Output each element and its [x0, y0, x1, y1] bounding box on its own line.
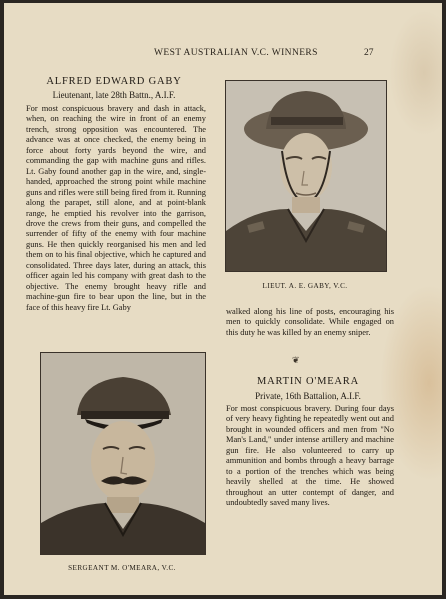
- omeara-photo-caption: SERGEANT M. O'MEARA, V.C.: [68, 564, 176, 572]
- omeara-citation: For most conspicuous bravery. During four days of very heavy fighting he repeatedly went out and brought in wounded officers and men from "No Man's Land," under intense artillery and machine gun fire. He also volunteered to carry up ammunition and bombs through a heavy barrage to a portion of the trenches which was being heavily shelled at the time. He showed throughout an utter contempt of danger, and undoubtedly saved many lives.: [226, 404, 394, 508]
- gaby-rank: Lieutenant, late 28th Battn., A.I.F.: [52, 90, 176, 100]
- omeara-portrait: [40, 352, 206, 555]
- omeara-portrait-image: [41, 353, 205, 554]
- omeara-rank: Private, 16th Battalion, A.I.F.: [255, 391, 361, 401]
- gaby-photo-caption: LIEUT. A. E. GABY, V.C.: [262, 282, 348, 290]
- gaby-portrait-image: [226, 81, 386, 271]
- omeara-name: MARTIN O'MEARA: [256, 376, 359, 387]
- page-number: 27: [364, 48, 374, 58]
- running-title: WEST AUSTRALIAN V.C. WINNERS: [154, 48, 318, 58]
- gaby-name: ALFRED EDWARD GABY: [46, 76, 182, 87]
- gaby-citation: For most conspicuous bravery and dash in attack, when, on reaching the wire in front of an enemy trench, strong opposition was encountered. The advance was at once checked, the enemy being in force about forty yards beyond the wire, and commanding the gap with machine guns and rifles. Lt. Gaby found another gap in the wire, and, single-handed, approached the strong point while machine guns and rifles were still being fired from it. Running along the parapet, still alone, and at point-blank range, he emptied his revolver into the garrison, drove the crews from their guns, and compelled the surrender of fifty of the enemy with four machine guns. He then quickly reorganised his men and led them on to his final objective, which he captured and consolidated. Three days later, during an attack, this officer again led his company with great dash to the objective. The enemy brought heavy rifle and machine-gun fire to bear upon the line, but in the face of this heavy fire Lt. Gaby: [26, 104, 206, 312]
- gaby-citation-continued: walked along his line of posts, encouraging his men to quickly consolidate. While engaged on this duty he was killed by an enemy sniper.: [226, 307, 394, 337]
- book-page: [4, 3, 442, 595]
- section-ornament: ❦: [292, 356, 300, 366]
- gaby-portrait: [225, 80, 387, 272]
